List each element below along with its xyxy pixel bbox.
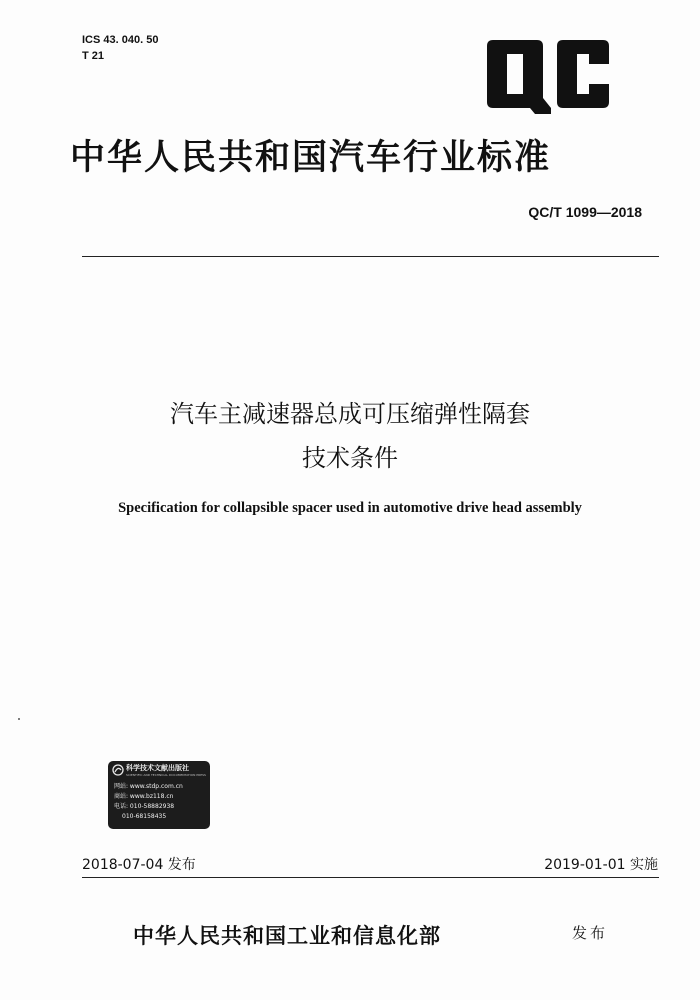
- classification-codes: [82, 32, 158, 64]
- ics-code: ICS 43. 040. 50: [82, 34, 159, 46]
- issuing-authority: 中华人民共和国工业和信息化部: [133, 923, 441, 948]
- publisher-badge: [108, 761, 210, 829]
- issue-date: 2018-07-04 发布: [82, 857, 196, 873]
- implementation-date: 2019-01-01 实施: [544, 857, 658, 873]
- publisher-name: 科学技术文献出版社: [126, 764, 189, 772]
- publisher-website-1: 网站: www.stdp.com.cn: [114, 783, 183, 790]
- publisher-phone-2: 010-68158435: [122, 813, 167, 820]
- publisher-logo-icon: [112, 764, 124, 776]
- publisher-website-2: 商站: www.bz118.cn: [114, 793, 174, 800]
- header-divider: [82, 256, 659, 257]
- standard-number: QC/T 1099—2018: [528, 204, 642, 220]
- scan-speck: [18, 718, 20, 720]
- standard-type-title: 中华人民共和国汽车行业标准: [70, 137, 552, 178]
- category-code: T 21: [82, 50, 105, 62]
- document-title-line-2: 技术条件: [302, 444, 398, 472]
- qc-logo: [485, 38, 611, 116]
- footer-divider: [82, 877, 659, 878]
- document-title-english: Specification for collapsible spacer used in automotive drive head assembly: [118, 500, 582, 516]
- document-title-line-1: 汽车主减速器总成可压缩弹性隔套: [170, 400, 530, 428]
- document-title: [0, 392, 700, 480]
- publisher-phone-1: 电话: 010-58882938: [114, 803, 175, 810]
- issuing-action: 发布: [572, 924, 609, 942]
- publisher-name-english: SCIENTIFIC AND TECHNICAL DOCUMENTATION PRESS: [126, 773, 206, 777]
